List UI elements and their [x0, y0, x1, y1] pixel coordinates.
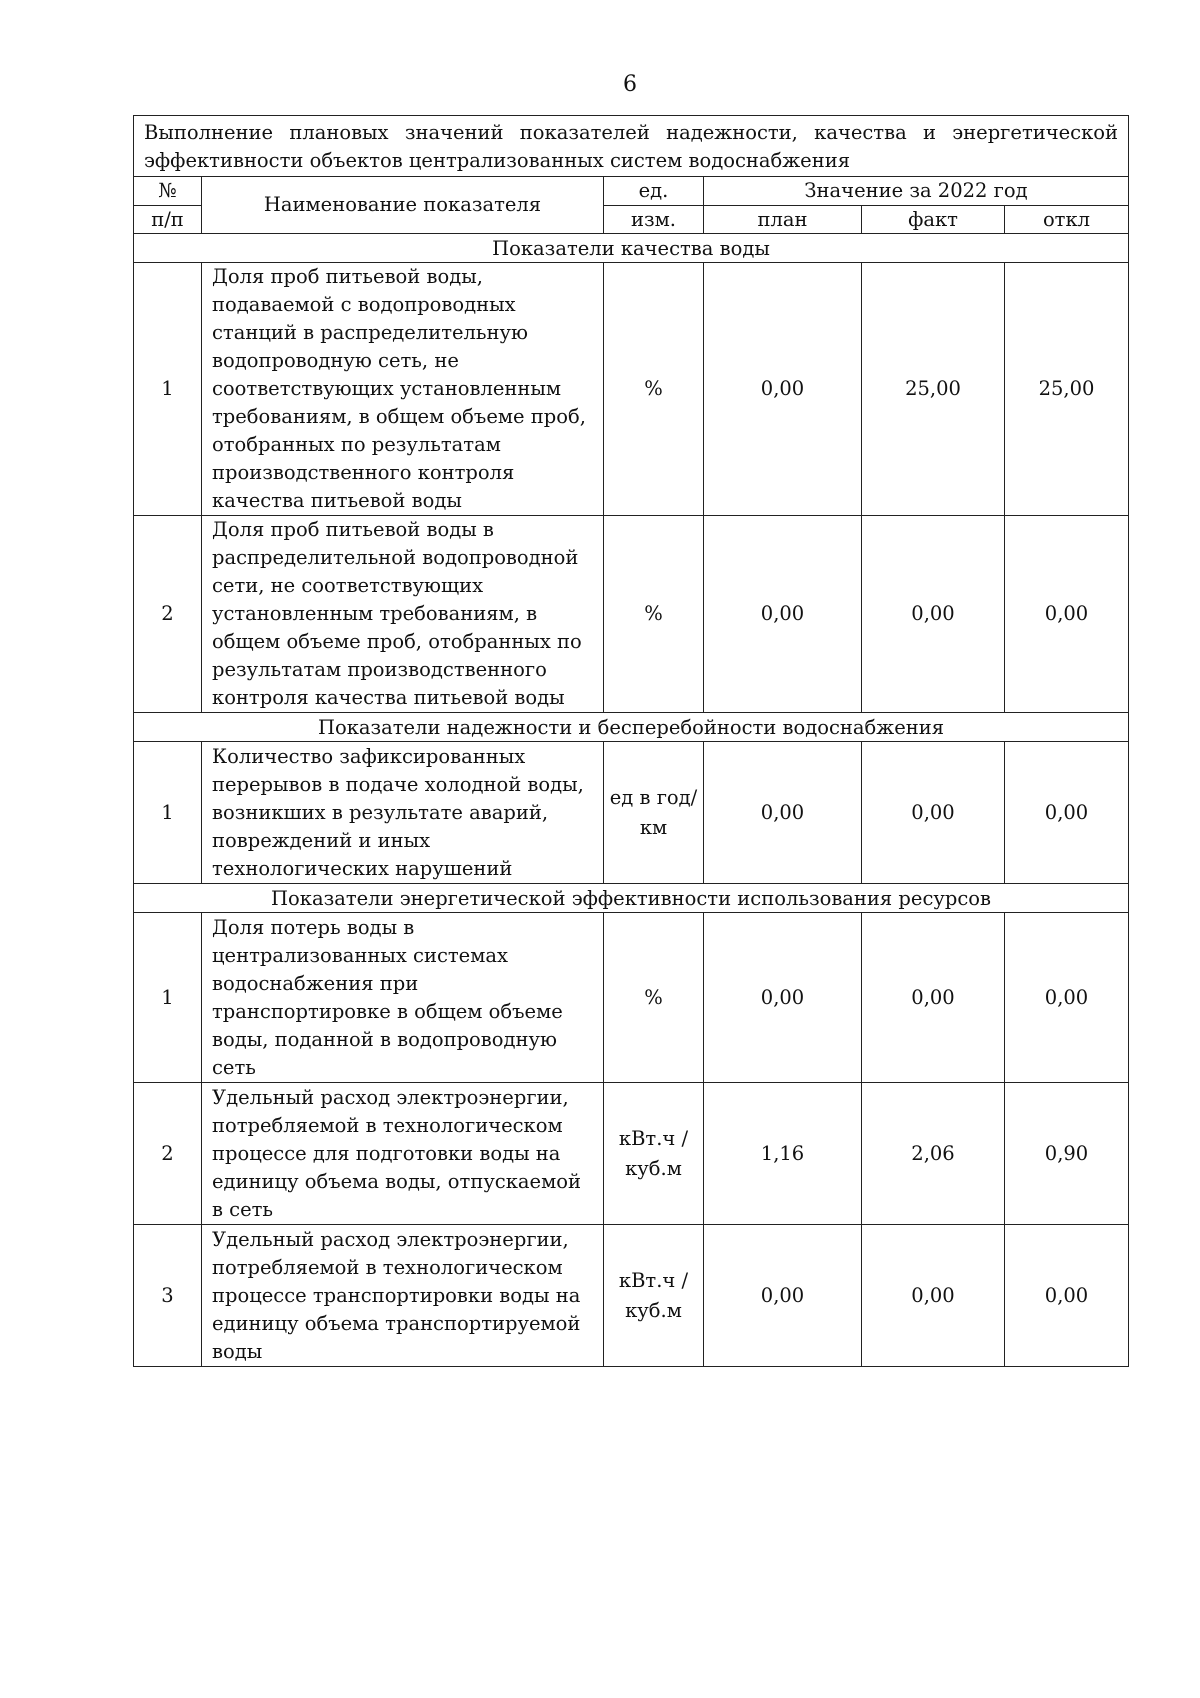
header-deviation: откл [1005, 206, 1129, 234]
row-name: Удельный расход электроэнергии, потребляемой в технологическом процессе для подготовки воды на единицу объема воды, отпускаемой в сеть [202, 1083, 604, 1225]
row-fact: 0,00 [862, 516, 1005, 713]
header-unit-top: ед. [604, 177, 704, 206]
row-deviation: 25,00 [1005, 263, 1129, 516]
row-unit: % [604, 516, 704, 713]
header-row-top [134, 177, 1129, 206]
table-row [134, 263, 1129, 516]
row-num: 3 [134, 1225, 202, 1367]
row-num: 1 [134, 913, 202, 1083]
row-num: 1 [134, 742, 202, 884]
row-num: 2 [134, 1083, 202, 1225]
row-unit: ед в год/ км [604, 742, 704, 884]
header-fact: факт [862, 206, 1005, 234]
section-title: Показатели энергетической эффективности использования ресурсов [134, 884, 1129, 913]
header-name: Наименование показателя [202, 177, 604, 234]
row-plan: 0,00 [704, 742, 862, 884]
table-row [134, 742, 1129, 884]
table-row [134, 1225, 1129, 1367]
section-row [134, 884, 1129, 913]
caption-row [134, 116, 1129, 177]
section-title: Показатели качества воды [134, 234, 1129, 263]
row-unit: % [604, 263, 704, 516]
row-name: Доля потерь воды в централизованных системах водоснабжения при транспортировке в общем объеме воды, поданной в водопроводную сеть [202, 913, 604, 1083]
header-value-group: Значение за 2022 год [704, 177, 1129, 206]
row-fact: 0,00 [862, 742, 1005, 884]
section-row [134, 234, 1129, 263]
row-plan: 0,00 [704, 516, 862, 713]
row-deviation: 0,90 [1005, 1083, 1129, 1225]
row-deviation: 0,00 [1005, 516, 1129, 713]
header-plan: план [704, 206, 862, 234]
row-fact: 0,00 [862, 913, 1005, 1083]
table-row [134, 516, 1129, 713]
row-unit: % [604, 913, 704, 1083]
row-unit: кВт.ч / куб.м [604, 1083, 704, 1225]
row-deviation: 0,00 [1005, 1225, 1129, 1367]
row-plan: 0,00 [704, 1225, 862, 1367]
row-plan: 0,00 [704, 263, 862, 516]
page-number: 6 [623, 72, 637, 97]
header-unit-bottom: изм. [604, 206, 704, 234]
row-name: Количество зафиксированных перерывов в подаче холодной воды, возникших в результате аварий, повреждений и иных технологических нарушений [202, 742, 604, 884]
row-plan: 0,00 [704, 913, 862, 1083]
row-name: Удельный расход электроэнергии, потребляемой в технологическом процессе транспортировки воды на единицу объема транспортируемой воды [202, 1225, 604, 1367]
row-fact: 0,00 [862, 1225, 1005, 1367]
section-title: Показатели надежности и бесперебойности водоснабжения [134, 713, 1129, 742]
table-row [134, 1083, 1129, 1225]
table-caption: Выполнение плановых значений показателей надежности, качества и энергетической эффективности объектов централизованных систем водоснабжения [134, 116, 1129, 177]
row-fact: 25,00 [862, 263, 1005, 516]
row-name: Доля проб питьевой воды, подаваемой с водопроводных станций в распределительную водопроводную сеть, не соответствующих установленным требованиям, в общем объеме проб, отобранных по результатам производственного контроля качества питьевой воды [202, 263, 604, 516]
table-row [134, 913, 1129, 1083]
row-deviation: 0,00 [1005, 913, 1129, 1083]
row-unit: кВт.ч / куб.м [604, 1225, 704, 1367]
row-fact: 2,06 [862, 1083, 1005, 1225]
section-row [134, 713, 1129, 742]
row-num: 2 [134, 516, 202, 713]
row-plan: 1,16 [704, 1083, 862, 1225]
header-num-bottom: п/п [134, 206, 202, 234]
row-num: 1 [134, 263, 202, 516]
row-deviation: 0,00 [1005, 742, 1129, 884]
indicators-table [133, 115, 1129, 1367]
row-name: Доля проб питьевой воды в распределительной водопроводной сети, не соответствующих установленным требованиям, в общем объеме проб, отобранных по результатам производственного контроля качества питьевой воды [202, 516, 604, 713]
header-num-top: № [134, 177, 202, 206]
